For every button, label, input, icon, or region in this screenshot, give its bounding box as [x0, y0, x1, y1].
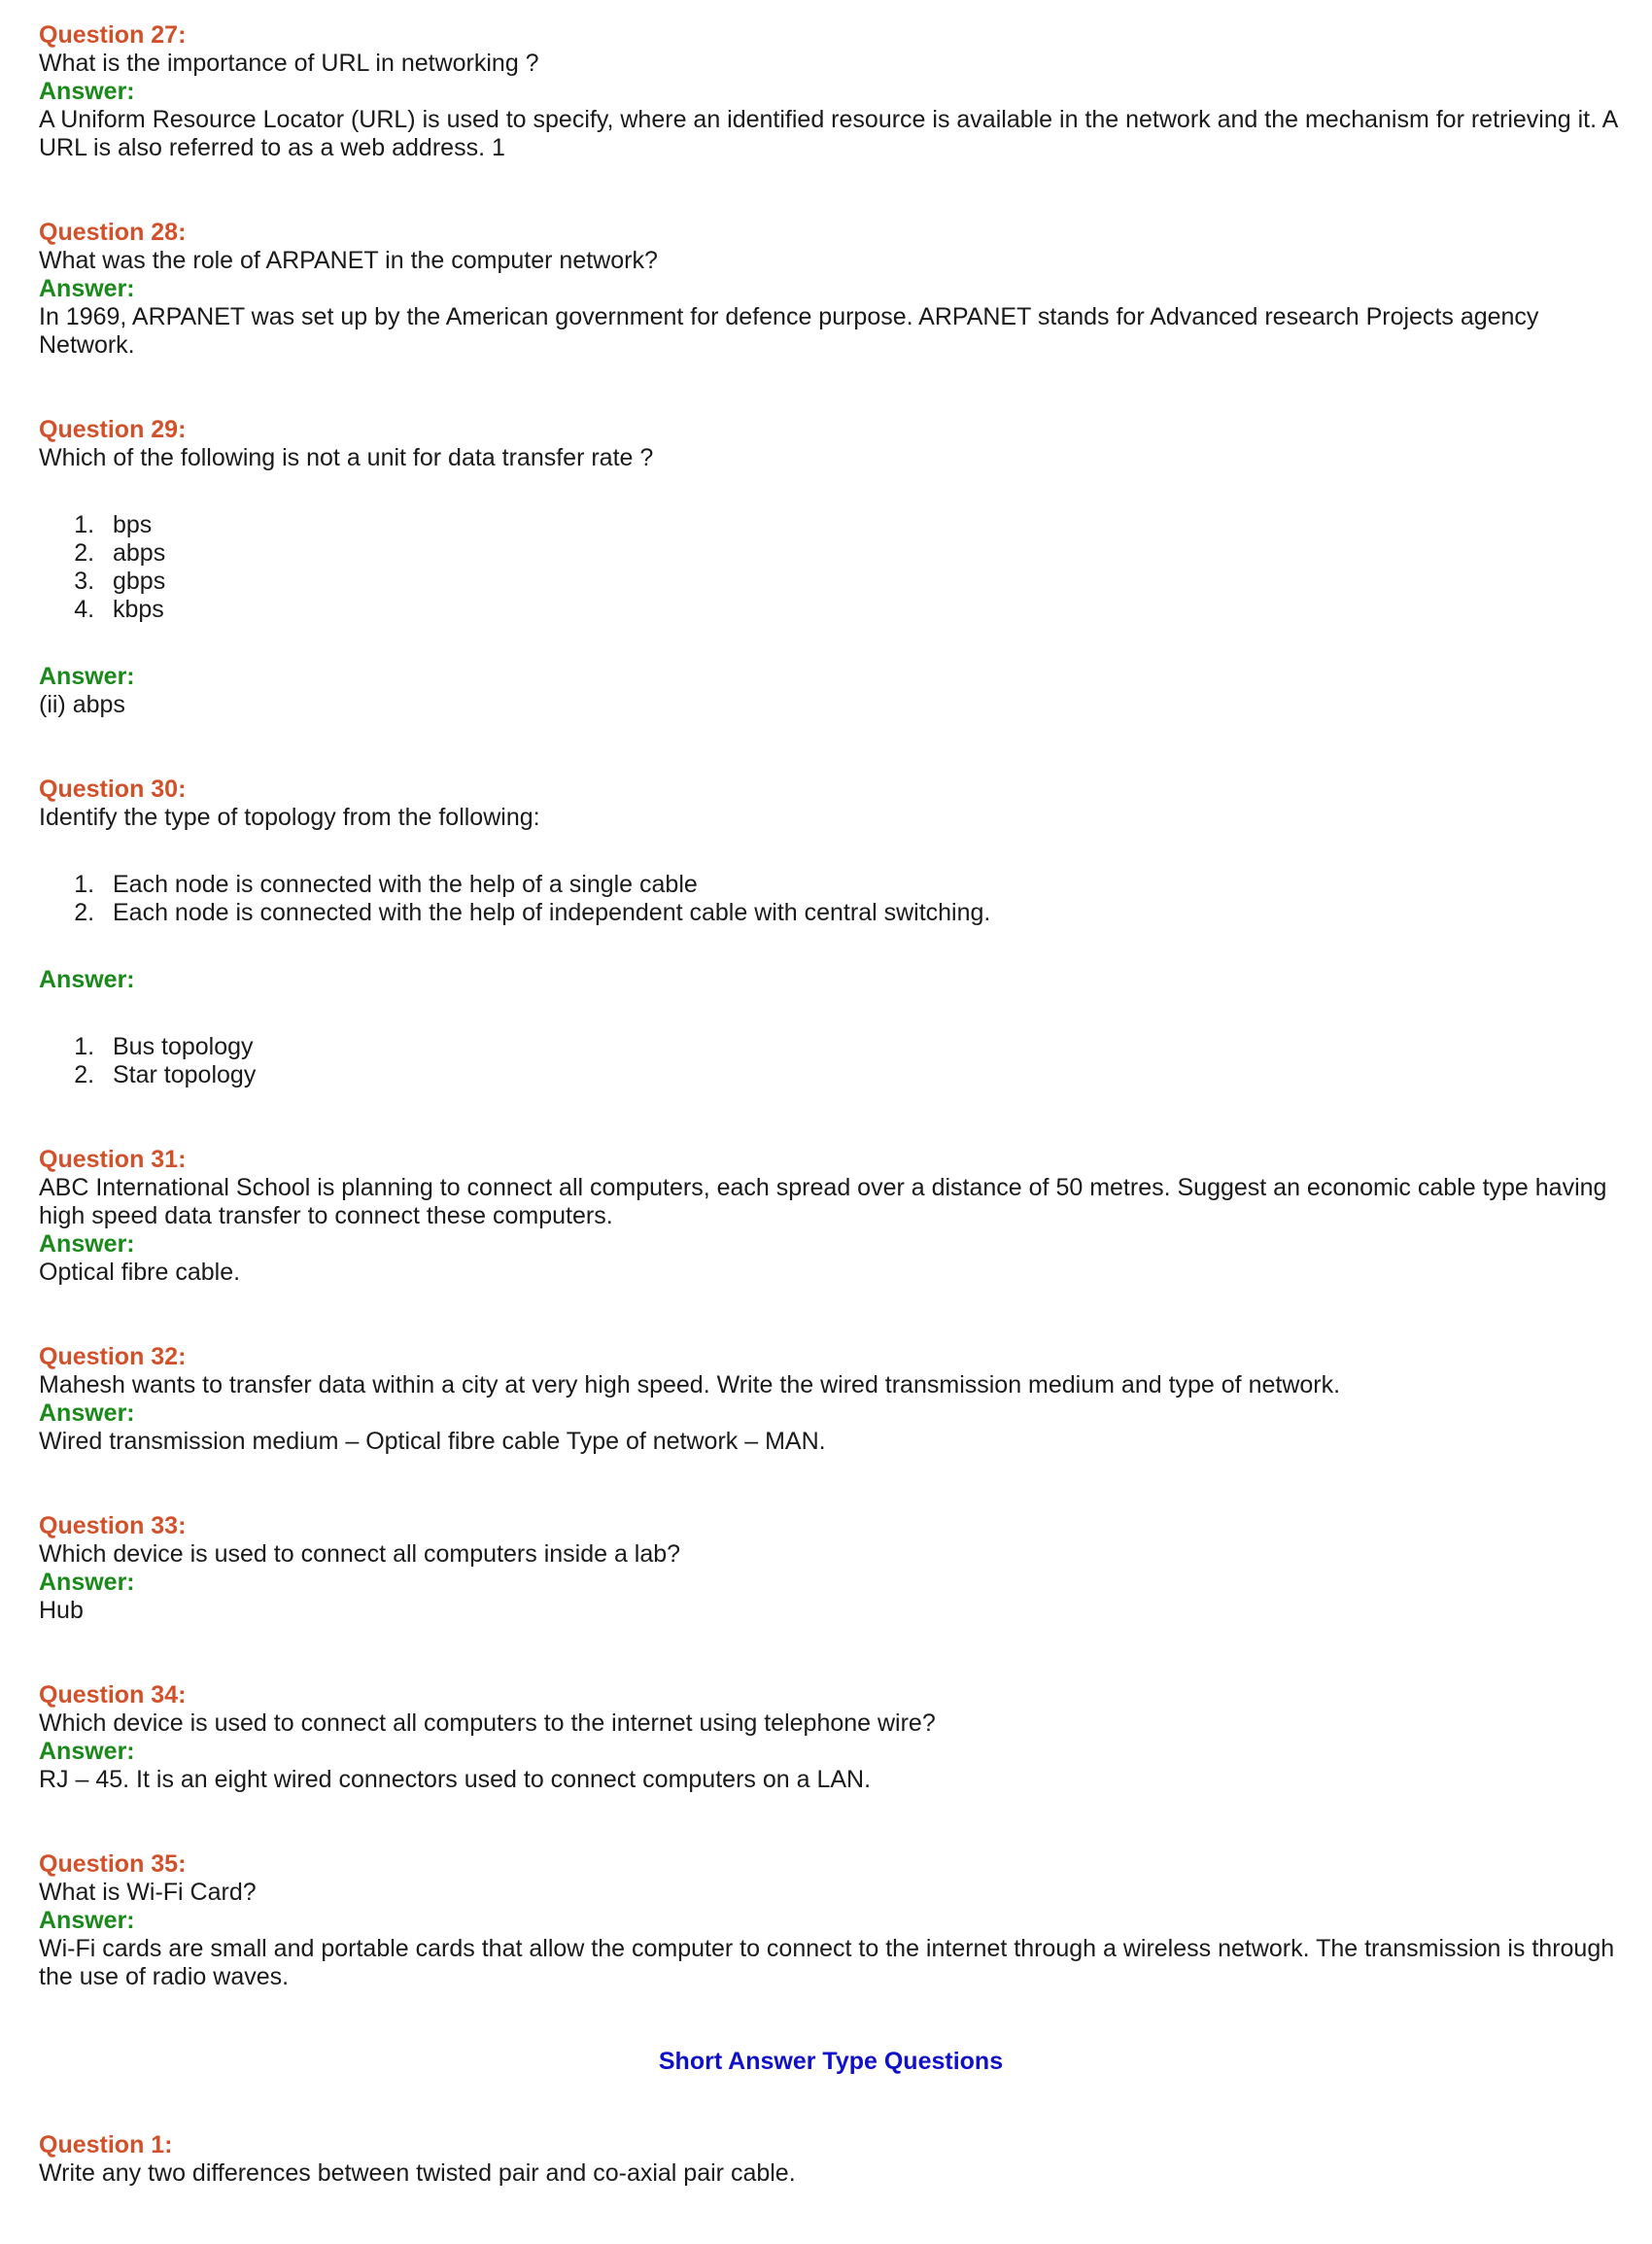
question-text: What is Wi-Fi Card?: [39, 1879, 257, 1906]
question-text: Which device is used to connect all computers inside a lab?: [39, 1540, 681, 1568]
list-item: 1. Bus topology: [101, 1033, 1623, 1061]
question-text: Identify the type of topology from the following:: [39, 804, 540, 831]
answer-label: Answer:: [39, 1907, 135, 1934]
question-text: What is the importance of URL in networking ?: [39, 50, 539, 77]
qa-block-35: [39, 1850, 1623, 1991]
question-text: What was the role of ARPANET in the computer network?: [39, 247, 658, 274]
answer-text: Wi-Fi cards are small and portable cards that allow the computer to connect to the internet through a wireless network. The transmission is through the use of radio waves.: [39, 1935, 1615, 1990]
option-list: [39, 511, 1623, 624]
answer-label: Answer:: [39, 1230, 135, 1258]
list-item: 2. abps: [101, 539, 1623, 568]
list-item: 1. bps: [101, 511, 1623, 539]
qa-block-32: [39, 1343, 1623, 1456]
answer-text: (ii) abps: [39, 691, 125, 718]
list-item: 4. kbps: [101, 596, 1623, 624]
answer-label: Answer:: [39, 1738, 135, 1765]
qa-block-28: [39, 219, 1623, 360]
question-text: Mahesh wants to transfer data within a city at very high speed. Write the wired transmission medium and type of network.: [39, 1371, 1341, 1398]
list-item: 1. Each node is connected with the help of a single cable: [101, 871, 1623, 899]
answer-text: In 1969, ARPANET was set up by the American government for defence purpose. ARPANET stands for Advanced research Projects agency Network.: [39, 303, 1539, 359]
answer-label: Answer:: [39, 1399, 135, 1427]
option-list: [39, 871, 1623, 927]
list-item: 2. Star topology: [101, 1061, 1623, 1089]
question-label: Question 32:: [39, 1343, 187, 1370]
qa-block-33: [39, 1512, 1623, 1625]
question-label: Question 29:: [39, 416, 187, 443]
qa-block-30: [39, 776, 1623, 1089]
qa-block-29: [39, 416, 1623, 719]
list-item: 2. Each node is connected with the help of independent cable with central switching.: [101, 899, 1623, 927]
answer-label: Answer:: [39, 966, 135, 993]
answer-label: Answer:: [39, 663, 135, 690]
question-label: Question 1:: [39, 2131, 173, 2158]
question-text: Which of the following is not a unit for data transfer rate ?: [39, 444, 654, 471]
short-qa-block-1: [39, 2131, 1623, 2188]
qa-block-27: [39, 21, 1623, 162]
answer-text: A Uniform Resource Locator (URL) is used to specify, where an identified resource is available in the network and the mechanism for retrieving it. A URL is also referred to as a web address. 1: [39, 106, 1617, 161]
answer-text: Optical fibre cable.: [39, 1259, 241, 1286]
list-item: 3. gbps: [101, 568, 1623, 596]
document-page: [39, 21, 1623, 2244]
question-label: Question 34:: [39, 1681, 187, 1709]
question-label: Question 31:: [39, 1146, 187, 1173]
question-label: Question 30:: [39, 776, 187, 803]
answer-label: Answer:: [39, 1569, 135, 1596]
question-text: ABC International School is planning to connect all computers, each spread over a distance of 50 metres. Suggest an economic cable type having high speed data transfer to connect these computers.: [39, 1174, 1607, 1229]
answer-text: RJ – 45. It is an eight wired connectors used to connect computers on a LAN.: [39, 1766, 872, 1793]
answer-label: Answer:: [39, 78, 135, 105]
question-label: Question 28:: [39, 219, 187, 246]
answer-text: Hub: [39, 1597, 84, 1624]
question-text: Write any two differences between twisted pair and co-axial pair cable.: [39, 2159, 796, 2187]
answer-text: Wired transmission medium – Optical fibre cable Type of network – MAN.: [39, 1428, 826, 1455]
answer-label: Answer:: [39, 275, 135, 302]
question-label: Question 33:: [39, 1512, 187, 1539]
question-label: Question 27:: [39, 21, 187, 49]
qa-block-34: [39, 1681, 1623, 1794]
answer-list: [39, 1033, 1623, 1089]
question-text: Which device is used to connect all computers to the internet using telephone wire?: [39, 1709, 936, 1737]
question-label: Question 35:: [39, 1850, 187, 1878]
qa-block-31: [39, 1146, 1623, 1287]
section-heading: Short Answer Type Questions: [658, 2048, 1004, 2075]
